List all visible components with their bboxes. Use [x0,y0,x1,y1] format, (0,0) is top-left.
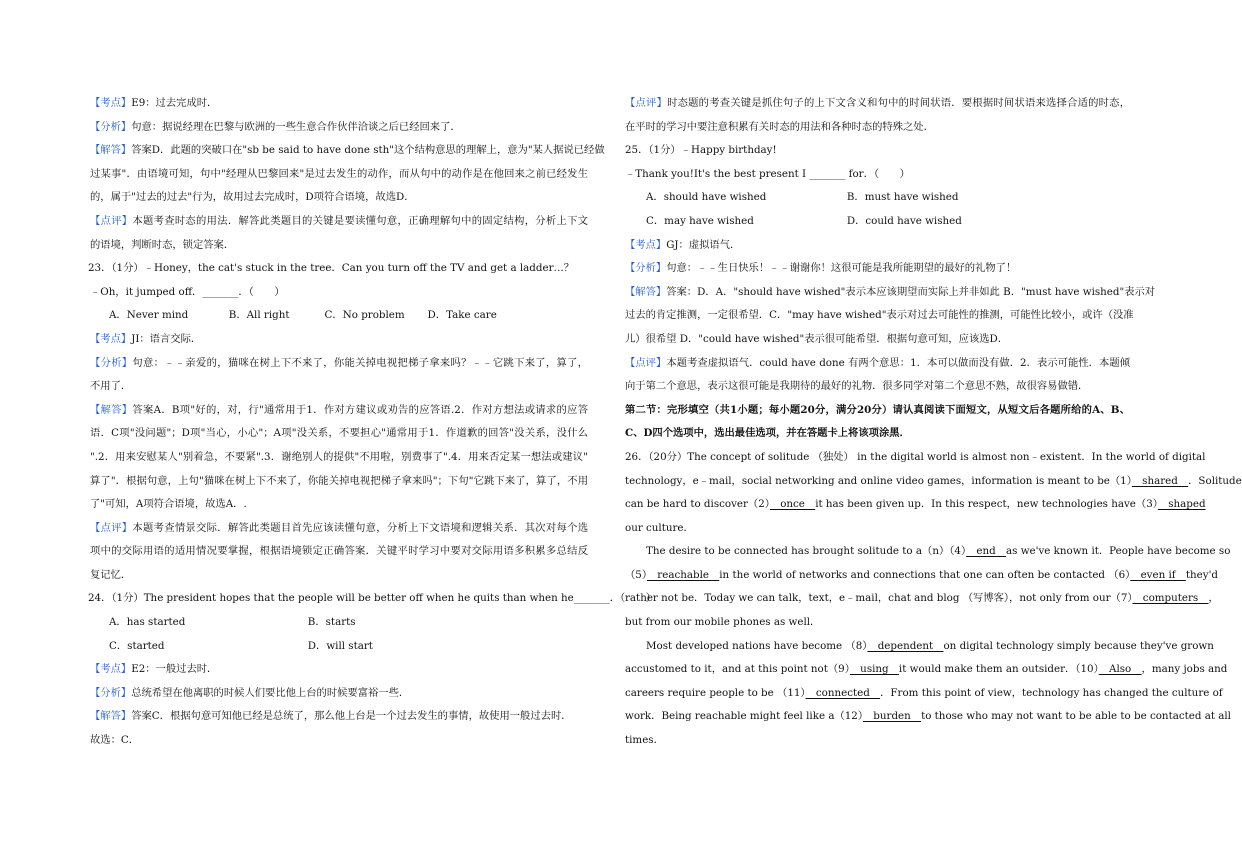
text-line: 项中的交际用语的适用情况要掌握，根据语境锁定正确答案．关键平时学习中要对交际用语多积累多总结反 [90,545,588,558]
answer-blank: burden [863,710,922,723]
option-choice: B．must have wished [846,191,959,204]
passage-text: to those who may not want to be able to be contacted at all [921,710,1231,723]
answer-blank: end [966,545,1007,558]
annotation-text: 句意：﹣﹣生日快乐！﹣﹣谢谢你！这很可能是我所能期望的最好的礼物了！ [666,262,1017,275]
annotation-tag: 【点评】 [90,214,133,227]
text-line: 25．（1分）﹣Happy birthday! [625,144,777,157]
passage-text: ，many jobs and [1141,663,1228,676]
annotation-text: 本题考查时态的用法．解答此类题目的关键是要读懂句意，正确理解句中的固定结构，分析上下文 [132,214,589,227]
passage-text: ， [1208,592,1219,605]
text-line: 的，属于"过去的过去"行为，故用过去完成时，D项符合语境，故选D． [90,191,415,204]
annotation-line [88,210,588,234]
text-line: 向于第二个意思，表示这很可能是我期待的最好的礼物．很多同学对第二个意思不熟，故很容易做错． [625,380,1089,393]
passage-text: careers require people to be （11） [625,686,806,699]
options-row [88,611,588,635]
text-line: ﹣Oh，it jumped off．_______．（ ） [90,285,285,298]
annotation-line [625,92,1130,116]
annotation-text: 答案D．此题的突破口在"sb be said to have done sth"这个结构意思的理解上，意为"某人据说已经做 [131,144,605,157]
answer-blank: using [849,663,899,676]
annotation-tag: 【点评】 [625,356,667,369]
passage-text: ．Solitude [1188,474,1242,487]
passage-text: ．From this point of view，technology has changed the culture of [880,686,1223,699]
passage-line [625,587,1219,611]
annotation-line [625,257,1130,281]
right-column [625,92,1242,753]
annotation-line [88,116,588,140]
annotation-tag: 【解答】 [90,144,132,157]
option-choice: D．will start [307,639,373,652]
text-line: 故选：C． [90,734,140,747]
passage-text: Most developed nations have become （8） [646,639,868,652]
options-row [88,304,588,328]
passage-text: technology，e﹣mail，social networking and online video games，information is meant to be（1） [625,474,1132,487]
annotation-tag: 【分析】 [625,262,667,275]
text-line: ".2．用来安慰某人"别着急，不要紧".3．谢绝别人的提供"不用啦，别费事了".4．用来否定某一想法或建议" [90,450,588,463]
passage-text: can be hard to discover（2） [625,498,770,511]
answer-blank: reachable [647,568,720,581]
annotation-tag: 【解答】 [90,403,133,416]
annotation-text: E9：过去完成时． [131,97,218,109]
annotation-tag: 【解答】 [625,285,667,298]
annotation-tag: 【点评】 [90,521,133,534]
answer-blank: shaped [1157,498,1206,511]
annotation-tag: 【考点】 [625,238,667,251]
passage-text: accustomed to it，and at this point not（9） [625,663,850,676]
passage-line [625,611,1130,635]
passage-line [625,658,1228,682]
annotation-line [88,682,588,706]
text-line: 的语境，判断时态，锁定答案． [90,238,235,251]
answer-blank: connected [805,686,881,699]
annotation-line [88,139,605,163]
answer-blank: Also [1098,663,1142,676]
options-row [625,210,1130,234]
annotation-tag: 【解答】 [90,710,132,723]
annotation-text: 总统希望在他离职的时候人们要比他上台的时候要富裕一些． [131,686,410,699]
option-choice: C．No problem [324,309,405,322]
text-line: 24．（1分）The president hopes that the people will be better off when he quits than when he_______．（ ） [88,592,657,605]
passage-text: （5） [625,568,647,581]
annotation-text: 句意：据说经理在巴黎与欧洲的一些生意合作伙伴洽谈之后已经回来了． [131,120,461,133]
text-line: 过某事"．由语境可知，句中"经理从巴黎回来"是过去发生的动作，而从句中的动作是在他回来之前已经发生 [90,167,588,180]
text-line: 了"可知，A项符合语境，故选A．. [90,498,247,511]
annotation-text: JI：语言交际． [131,332,202,345]
passage-text: they'd [1185,568,1218,581]
text-line: ﹣Thank you!It's the best present I _______ for．（ ） [625,167,910,180]
annotation-tag: 【考点】 [90,97,132,109]
passage-line [625,635,1214,659]
text-line: 复记忆． [90,568,132,581]
passage-text: but from our mobile phones as well． [625,616,821,629]
passage-text: it would make them an outsider．（10） [898,663,1099,676]
options-row [625,186,1130,210]
passage-text: work．Being reachable might feel like a（12） [625,710,863,723]
section-heading: 第二节：完形填空（共1小题；每小题20分，满分20分）请认真阅读下面短文，从短文后各题所给的A、B、 [625,403,1130,416]
text-line: 语．C项"没问题"；D项"当心，小心"；A项"没关系，不要担心"通常用于1．作道歉的回答"没关系，没什么 [90,427,588,440]
passage-line [625,540,1231,564]
annotation-text: 答案A．B项"好的，对，行"通常用于1．作对方建议或劝告的应答语.2．作对方想法或请求的应答 [132,403,588,416]
annotation-text: E2：一般过去时． [131,663,218,676]
annotation-line [625,234,1130,258]
annotation-tag: 【分析】 [90,120,132,133]
answer-blank: computers [1132,592,1209,605]
annotation-text: 本题考查虚拟语气．could have done 有两个意思：1．本可以做而没有做．2．表示可能性．本题倾 [666,356,1130,369]
answer-blank: shared [1131,474,1189,487]
options-row [88,635,588,659]
option-choice: A．has started [109,616,186,629]
annotation-line [625,281,1156,305]
annotation-text: 句意：﹣﹣亲爱的，猫咪在树上下不来了，你能关掉电视把梯子拿来吗？﹣﹣它跳下来了，算了， [132,356,589,369]
passage-text: in the world of networks and connections that one can often be contacted （6） [719,568,1131,581]
passage-line [625,682,1223,706]
passage-line [625,729,1130,753]
annotation-line [88,352,588,376]
passage-text: our culture． [625,521,694,534]
annotation-tag: 【考点】 [90,332,132,345]
annotation-text: 本题考查情景交际．解答此类题目首先应该读懂句意，分析上下文语境和逻辑关系．其次对每个选 [132,521,589,534]
passage-line [625,493,1206,517]
annotation-text: GJ：虚拟语气． [666,238,741,251]
passage-line [625,517,1130,541]
annotation-tag: 【分析】 [90,356,133,369]
answer-blank: dependent [867,639,944,652]
passage-text: as we've known it．People have become so [1006,545,1231,558]
passage-text: it has been given up．In this respect，new technologies have（3） [815,498,1158,511]
annotation-tag: 【点评】 [625,97,668,109]
passage-line [625,705,1231,729]
annotation-tag: 【考点】 [90,663,132,676]
option-choice: C．started [109,639,165,652]
passage-text: on digital technology simply because they've grown [943,639,1214,652]
answer-blank: once [769,498,816,511]
passage-line [625,470,1242,494]
annotation-tag: 【分析】 [90,686,132,699]
passage-line [625,564,1218,588]
annotation-line [88,92,588,116]
text-line: 在平时的学习中要注意积累有关时态的用法和各种时态的特殊之处． [625,120,934,133]
text-line: 过去的肯定推测，一定很希望．C．"may have wished"表示对过去可能性的推测，可能性比较小，或许（没准 [625,309,1134,322]
annotation-line [88,658,588,682]
passage-text: 26．（20分）The concept of solitude （独处） in the digital world is almost non﹣existent．In the world of digital [625,450,1206,463]
passage-line [625,446,1206,470]
passage-text: The desire to be connected has brought solitude to a（n）（4） [646,545,967,558]
passage-text: rather not be．Today we can talk，text，e﹣mail，chat and blog （写博客），not only from our（7） [625,592,1133,605]
option-choice: A．should have wished [646,191,767,204]
text-line: 儿）很希望 D．"could have wished"表示很可能希望．根据句意可知，应该选D． [625,332,1009,345]
annotation-line [88,399,588,423]
annotation-line [88,517,588,541]
option-choice: D．could have wished [846,214,962,227]
option-choice: D．Take care [427,309,497,322]
option-choice: B．starts [307,616,356,629]
text-line: 不用了． [90,380,132,393]
option-choice: B．All right [228,309,290,322]
section-heading: C、D四个选项中，选出最佳选项，并在答题卡上将该项涂黑． [625,427,910,440]
option-choice: C．may have wished [646,214,754,227]
option-choice: A．Never mind [109,309,189,322]
answer-blank: even if [1130,568,1186,581]
annotation-text: 时态题的考查关键是抓住句子的上下文含义和句中的时间状语．要根据时间状语来选择合适的时态， [667,97,1131,109]
passage-text: times． [625,734,664,747]
text-line: 23．（1分）﹣Honey，the cat's stuck in the tree．Can you turn off the TV and get a ladder…？ [88,262,575,275]
annotation-line [88,328,588,352]
annotation-text: 答案C．根据句意可知他已经是总统了，那么他上台是一个过去发生的事情，故使用一般过去时． [131,710,572,723]
annotation-line [88,705,588,729]
annotation-line [625,352,1130,376]
annotation-text: 答案：D．A．"should have wished"表示本应该期望而实际上并非如此 B．"must have wished"表示对 [666,285,1156,298]
text-line: 算了"．根据句意，上句"猫咪在树上下不来了，你能关掉电视把梯子拿来吗"；下句"它跳下来了，算了，不用 [90,474,588,487]
